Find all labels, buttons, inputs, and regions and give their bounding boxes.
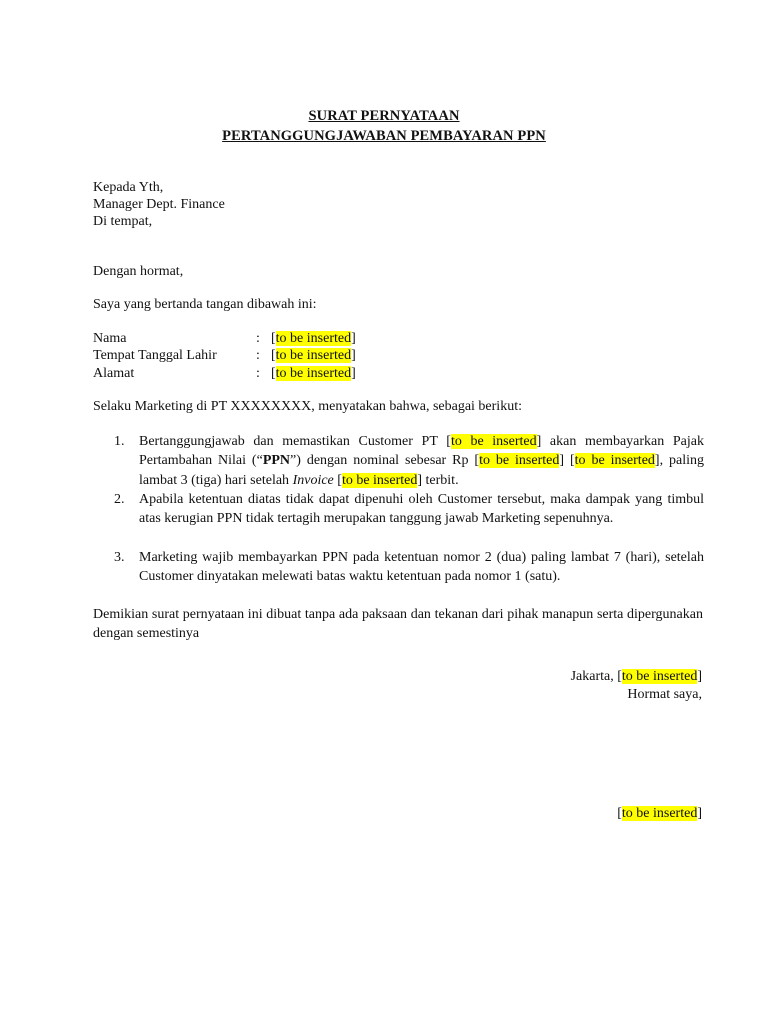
placeholder-highlight: to be inserted [621, 669, 698, 684]
intro: Saya yang bertanda tangan dibawah ini: [93, 297, 317, 312]
statement: Selaku Marketing di PT XXXXXXXX, menyatakan bahwa, sebagai berikut: [93, 399, 522, 414]
regards: Hormat saya, [627, 687, 702, 702]
placeholder-highlight: to be inserted [275, 348, 352, 363]
address-line-2: Manager Dept. Finance [93, 197, 225, 212]
list-number: 2. [114, 492, 125, 507]
placeholder-highlight: to be inserted [621, 806, 698, 821]
closing-paragraph: Demikian surat pernyataan ini dibuat tanpa ada paksaan dan tekanan dari pihak manapun serta dipergunakan dengan semestinya [93, 607, 703, 642]
field-value: [to be inserted] [271, 348, 356, 363]
placeholder-highlight: to be inserted [275, 366, 352, 381]
list-number: 3. [114, 550, 125, 565]
field-label: Alamat [93, 366, 135, 381]
list-item-text: Apabila ketentuan diatas tidak dapat dipenuhi oleh Customer tersebut, maka dampak yang timbul atas kerugian PPN tidak tertagih merupakan tanggung jawab Marketing sepenuhnya. [139, 492, 704, 527]
field-colon: : [256, 366, 260, 381]
place-date: Jakarta, [to be inserted] [570, 669, 702, 684]
placeholder-highlight: to be inserted [341, 472, 418, 488]
address-line-3: Di tempat, [93, 214, 153, 229]
field-label: Tempat Tanggal Lahir [93, 348, 217, 363]
field-colon: : [256, 331, 260, 346]
placeholder-highlight: to be inserted [275, 331, 352, 346]
title-line-2: PERTANGGUNGJAWABAN PEMBAYARAN PPN [222, 128, 546, 144]
title-line-1: SURAT PERNYATAAN [308, 108, 460, 124]
address-line-1: Kepada Yth, [93, 180, 164, 195]
signature-name: [to be inserted] [617, 806, 702, 821]
greeting: Dengan hormat, [93, 264, 184, 279]
field-value: [to be inserted] [271, 331, 356, 346]
field-value: [to be inserted] [271, 366, 356, 381]
list-number: 1. [114, 434, 125, 449]
list-item-text: Bertanggungjawab dan memastikan Customer PT [to be inserted] akan membayarkan Pajak Pertambahan Nilai (“PPN”) dengan nominal sebesar Rp [to be inserted] [to be inserted], paling lambat 3 (tiga) hari setelah Invoice [to be inserted] terbit. [139, 434, 705, 488]
placeholder-highlight: to be inserted [450, 434, 537, 449]
field-label: Nama [93, 331, 127, 346]
list-item-text: Marketing wajib membayarkan PPN pada ketentuan nomor 2 (dua) paling lambat 7 (hari), setelah Customer dinyatakan melewati batas waktu ketentuan pada nomor 1 (satu). [139, 550, 704, 585]
placeholder-highlight: to be inserted [479, 453, 560, 469]
field-colon: : [256, 348, 260, 363]
placeholder-highlight: to be inserted [574, 453, 655, 469]
